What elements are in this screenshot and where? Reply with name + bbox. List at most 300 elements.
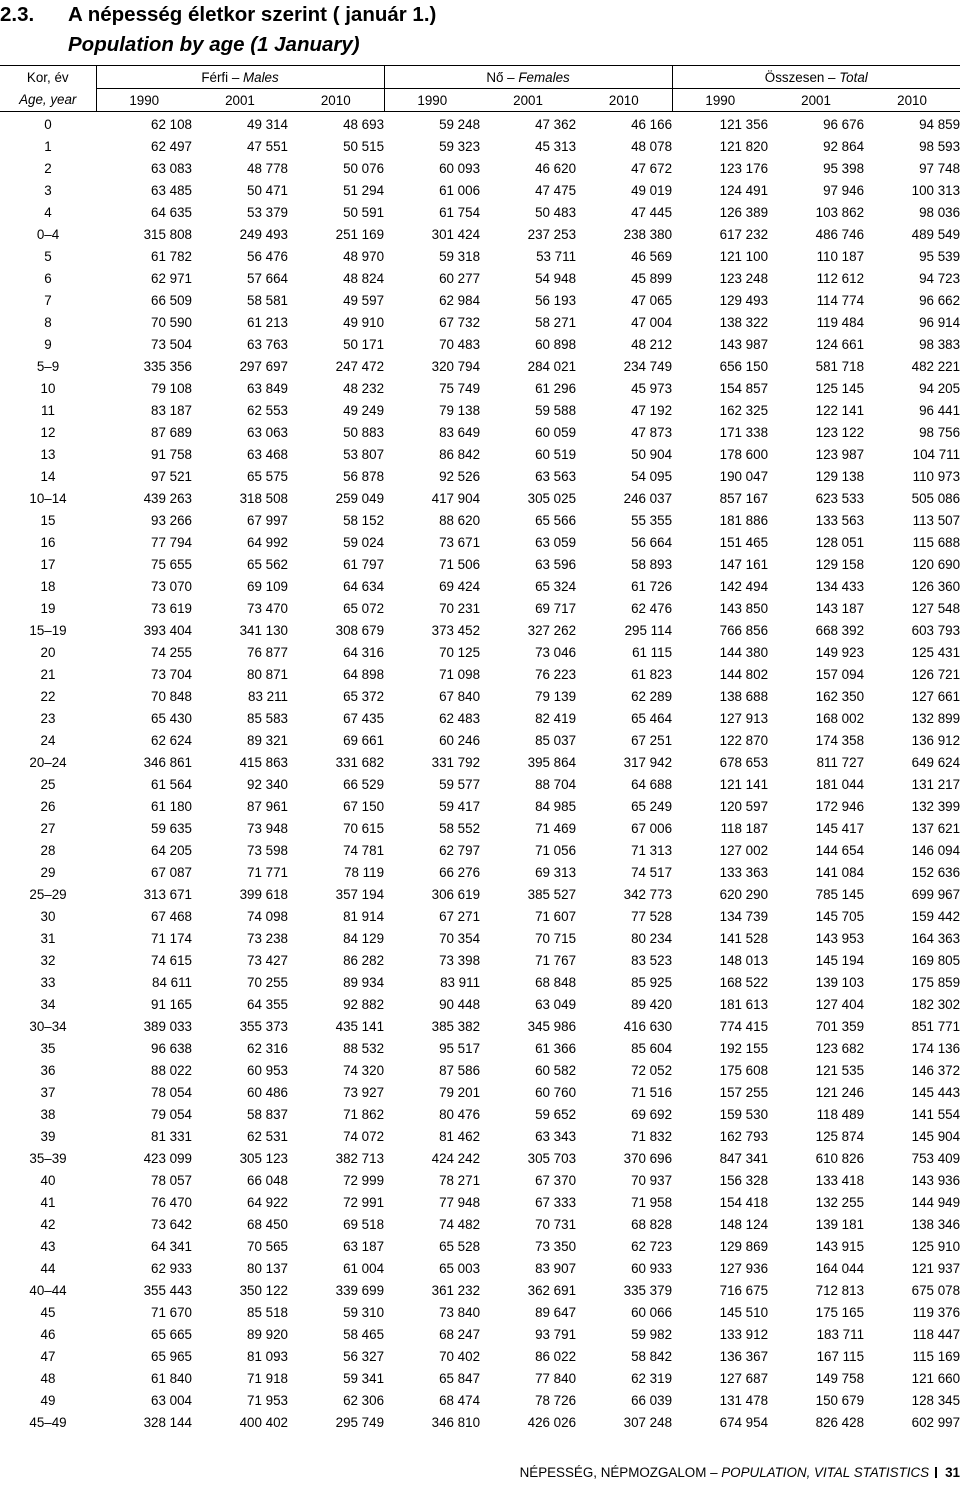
value-cell: 150 679 [815, 1392, 865, 1408]
table-row [0, 355, 960, 377]
age-cell: 14 [40, 468, 56, 484]
value-cell: 69 518 [343, 1216, 385, 1232]
value-cell: 174 358 [815, 732, 865, 748]
age-cell: 8 [44, 314, 52, 330]
value-cell: 53 379 [247, 204, 288, 220]
value-cell: 308 679 [335, 622, 385, 638]
age-cell: 47 [40, 1348, 56, 1364]
value-cell: 72 052 [631, 1062, 673, 1078]
value-cell: 350 122 [239, 1282, 288, 1298]
table-row [0, 1191, 960, 1213]
value-cell: 50 076 [343, 160, 385, 176]
value-cell: 63 059 [535, 534, 577, 550]
value-cell: 46 569 [631, 248, 673, 264]
value-cell: 62 624 [151, 732, 192, 748]
value-cell: 67 997 [247, 512, 288, 528]
value-cell: 63 343 [535, 1128, 577, 1144]
value-cell: 82 419 [535, 710, 577, 726]
value-cell: 175 608 [719, 1062, 769, 1078]
value-cell: 47 192 [631, 402, 673, 418]
age-cell: 25–29 [29, 886, 67, 902]
value-cell: 701 359 [815, 1018, 865, 1034]
value-cell: 132 399 [911, 798, 960, 814]
value-cell: 126 389 [719, 204, 769, 220]
age-cell: 46 [40, 1326, 56, 1342]
value-cell: 118 447 [912, 1326, 960, 1342]
age-cell: 3 [44, 182, 52, 198]
page-number: 31 [945, 1465, 960, 1480]
value-cell: 71 098 [439, 666, 481, 682]
value-cell: 60 246 [439, 732, 481, 748]
value-cell: 78 271 [439, 1172, 481, 1188]
value-cell: 169 805 [911, 952, 960, 968]
value-cell: 489 549 [911, 226, 960, 242]
value-cell: 70 354 [439, 930, 481, 946]
age-cell: 4 [44, 204, 52, 220]
table-row [0, 465, 960, 487]
value-cell: 59 318 [439, 248, 481, 264]
value-cell: 128 345 [911, 1392, 960, 1408]
age-cell: 40 [40, 1172, 56, 1188]
value-cell: 60 066 [631, 1304, 673, 1320]
value-cell: 48 970 [343, 248, 385, 264]
value-cell: 46 620 [535, 160, 577, 176]
value-cell: 649 624 [911, 754, 960, 770]
value-cell: 50 471 [247, 182, 288, 198]
value-cell: 357 194 [335, 886, 385, 902]
value-cell: 45 899 [631, 270, 673, 286]
value-cell: 417 904 [431, 490, 481, 506]
table-row [0, 1279, 960, 1301]
value-cell: 60 582 [535, 1062, 577, 1078]
value-cell: 68 247 [439, 1326, 481, 1342]
value-cell: 59 310 [343, 1304, 385, 1320]
age-cell: 15–19 [29, 622, 67, 638]
value-cell: 85 583 [247, 710, 288, 726]
value-cell: 66 509 [151, 292, 192, 308]
value-cell: 67 840 [439, 688, 481, 704]
table-row [0, 905, 960, 927]
value-cell: 127 913 [719, 710, 769, 726]
table-row [0, 685, 960, 707]
value-cell: 88 532 [343, 1040, 385, 1056]
age-cell: 5–9 [36, 358, 60, 374]
age-cell: 28 [40, 842, 56, 858]
value-cell: 94 859 [919, 116, 960, 132]
value-cell: 98 383 [919, 336, 960, 352]
value-cell: 89 920 [247, 1326, 288, 1342]
value-cell: 61 823 [631, 666, 673, 682]
value-cell: 115 169 [912, 1348, 960, 1364]
value-cell: 423 099 [143, 1150, 192, 1166]
value-cell: 62 476 [631, 600, 673, 616]
age-cell: 20 [40, 644, 56, 660]
value-cell: 57 664 [247, 270, 288, 286]
population-table [0, 65, 960, 1433]
value-cell: 61 840 [151, 1370, 192, 1386]
value-cell: 84 129 [343, 930, 385, 946]
value-cell: 49 597 [343, 292, 385, 308]
value-cell: 77 840 [535, 1370, 577, 1386]
value-cell: 64 992 [247, 534, 288, 550]
table-body [0, 112, 960, 1434]
value-cell: 73 046 [535, 644, 577, 660]
footer-divider [935, 1467, 937, 1478]
value-cell: 70 231 [439, 600, 481, 616]
value-cell: 154 418 [719, 1194, 769, 1210]
year-header-females-1990: 1990 [384, 89, 480, 112]
value-cell: 83 911 [440, 974, 481, 990]
table-row [0, 377, 960, 399]
value-cell: 121 660 [911, 1370, 960, 1386]
value-cell: 72 999 [343, 1172, 385, 1188]
table-row [0, 817, 960, 839]
value-cell: 122 141 [815, 402, 865, 418]
value-cell: 77 794 [151, 534, 192, 550]
table-header [0, 66, 960, 112]
value-cell: 133 418 [815, 1172, 865, 1188]
value-cell: 138 346 [911, 1216, 960, 1232]
value-cell: 113 507 [912, 512, 960, 528]
age-cell: 16 [40, 534, 56, 550]
value-cell: 133 363 [719, 864, 769, 880]
value-cell: 70 125 [439, 644, 481, 660]
age-cell: 13 [40, 446, 56, 462]
table-row [0, 1125, 960, 1147]
value-cell: 122 870 [719, 732, 769, 748]
table-number: 2.3. [0, 3, 35, 26]
value-cell: 124 661 [815, 336, 865, 352]
value-cell: 63 049 [535, 996, 577, 1012]
value-cell: 79 139 [535, 688, 577, 704]
table-row [0, 1169, 960, 1191]
value-cell: 89 647 [535, 1304, 577, 1320]
value-cell: 346 861 [143, 754, 192, 770]
age-cell: 36 [40, 1062, 56, 1078]
value-cell: 70 255 [247, 974, 288, 990]
age-cell: 30 [40, 908, 56, 924]
value-cell: 178 600 [719, 446, 769, 462]
value-cell: 125 910 [911, 1238, 960, 1254]
value-cell: 295 749 [335, 1414, 385, 1430]
value-cell: 95 539 [919, 248, 960, 264]
value-cell: 182 302 [911, 996, 960, 1012]
value-cell: 141 554 [911, 1106, 960, 1122]
value-cell: 95 398 [823, 160, 865, 176]
table-row [0, 707, 960, 729]
value-cell: 53 807 [343, 446, 385, 462]
age-cell: 23 [40, 710, 56, 726]
age-cell: 25 [40, 776, 56, 792]
value-cell: 76 877 [247, 644, 288, 660]
value-cell: 71 771 [247, 864, 288, 880]
age-cell: 40–44 [29, 1282, 67, 1298]
value-cell: 138 322 [719, 314, 769, 330]
value-cell: 47 004 [631, 314, 673, 330]
age-cell: 7 [44, 292, 52, 308]
value-cell: 65 430 [151, 710, 192, 726]
value-cell: 424 242 [431, 1150, 481, 1166]
table-row [0, 1147, 960, 1169]
age-cell: 15 [40, 512, 56, 528]
value-cell: 121 820 [719, 138, 769, 154]
value-cell: 59 024 [343, 534, 385, 550]
value-cell: 70 937 [631, 1172, 673, 1188]
table-row [0, 1015, 960, 1037]
value-cell: 74 320 [343, 1062, 385, 1078]
value-cell: 168 002 [815, 710, 865, 726]
value-cell: 73 350 [535, 1238, 577, 1254]
value-cell: 132 899 [911, 710, 960, 726]
value-cell: 139 103 [815, 974, 865, 990]
value-cell: 162 325 [719, 402, 769, 418]
value-cell: 251 169 [335, 226, 385, 242]
value-cell: 88 022 [151, 1062, 192, 1078]
value-cell: 63 563 [535, 468, 577, 484]
value-cell: 62 306 [343, 1392, 385, 1408]
age-cell: 2 [44, 160, 52, 176]
value-cell: 73 427 [247, 952, 288, 968]
value-cell: 92 526 [439, 468, 481, 484]
value-cell: 87 586 [439, 1062, 481, 1078]
value-cell: 73 470 [247, 600, 288, 616]
value-cell: 60 898 [535, 336, 577, 352]
value-cell: 141 528 [719, 930, 769, 946]
value-cell: 84 985 [535, 798, 577, 814]
value-cell: 120 690 [911, 556, 960, 572]
value-cell: 63 596 [535, 556, 577, 572]
page-footer [520, 1463, 960, 1483]
age-cell: 44 [40, 1260, 56, 1276]
value-cell: 393 404 [143, 622, 192, 638]
value-cell: 145 417 [815, 820, 865, 836]
value-cell: 65 566 [535, 512, 577, 528]
value-cell: 851 771 [911, 1018, 960, 1034]
value-cell: 97 521 [151, 468, 192, 484]
value-cell: 58 581 [247, 292, 288, 308]
value-cell: 120 597 [719, 798, 769, 814]
value-cell: 297 697 [239, 358, 288, 374]
value-cell: 307 248 [623, 1414, 673, 1430]
value-cell: 56 878 [343, 468, 385, 484]
age-cell: 21 [40, 666, 56, 682]
table-row [0, 201, 960, 223]
value-cell: 121 356 [719, 116, 769, 132]
value-cell: 67 333 [535, 1194, 577, 1210]
table-row [0, 993, 960, 1015]
value-cell: 56 476 [247, 248, 288, 264]
age-cell: 32 [40, 952, 56, 968]
value-cell: 71 953 [247, 1392, 288, 1408]
year-header-males-1990: 1990 [96, 89, 192, 112]
value-cell: 247 472 [335, 358, 385, 374]
value-cell: 181 886 [719, 512, 769, 528]
age-cell: 27 [40, 820, 56, 836]
value-cell: 62 497 [151, 138, 192, 154]
value-cell: 65 372 [343, 688, 385, 704]
table-row [0, 729, 960, 751]
value-cell: 175 165 [815, 1304, 865, 1320]
value-cell: 73 238 [247, 930, 288, 946]
value-cell: 89 420 [631, 996, 673, 1012]
value-cell: 58 271 [535, 314, 577, 330]
value-cell: 64 922 [247, 1194, 288, 1210]
value-cell: 61 213 [247, 314, 288, 330]
value-cell: 77 948 [439, 1194, 481, 1210]
value-cell: 246 037 [623, 490, 673, 506]
value-cell: 103 862 [815, 204, 865, 220]
total-label-hu: Összesen – [764, 69, 840, 85]
value-cell: 45 313 [535, 138, 577, 154]
value-cell: 83 523 [631, 952, 673, 968]
value-cell: 486 746 [815, 226, 865, 242]
table-row [0, 223, 960, 245]
value-cell: 73 070 [151, 578, 192, 594]
table-row [0, 795, 960, 817]
value-cell: 121 141 [719, 776, 769, 792]
value-cell: 71 174 [151, 930, 192, 946]
value-cell: 785 145 [815, 886, 865, 902]
value-cell: 67 468 [151, 908, 192, 924]
value-cell: 73 927 [343, 1084, 385, 1100]
age-cell: 19 [40, 600, 56, 616]
table-row [0, 1323, 960, 1345]
value-cell: 58 552 [439, 820, 481, 836]
value-cell: 171 338 [719, 424, 769, 440]
value-cell: 93 791 [535, 1326, 577, 1342]
value-cell: 86 282 [343, 952, 385, 968]
value-cell: 89 321 [247, 732, 288, 748]
value-cell: 61 115 [632, 644, 673, 660]
value-cell: 399 618 [239, 886, 288, 902]
value-cell: 167 115 [816, 1348, 865, 1364]
table-row [0, 157, 960, 179]
value-cell: 49 910 [343, 314, 385, 330]
value-cell: 305 025 [527, 490, 577, 506]
value-cell: 141 084 [815, 864, 865, 880]
age-cell: 22 [40, 688, 56, 704]
value-cell: 68 828 [631, 1216, 673, 1232]
value-cell: 61 180 [151, 798, 192, 814]
value-cell: 145 705 [815, 908, 865, 924]
value-cell: 48 078 [631, 138, 673, 154]
value-cell: 65 575 [247, 468, 288, 484]
table-row [0, 421, 960, 443]
value-cell: 147 161 [719, 556, 769, 572]
table-row [0, 267, 960, 289]
value-cell: 71 516 [631, 1084, 673, 1100]
value-cell: 110 973 [912, 468, 960, 484]
value-cell: 78 054 [151, 1084, 192, 1100]
value-cell: 148 013 [719, 952, 769, 968]
value-cell: 62 108 [151, 116, 192, 132]
value-cell: 65 562 [247, 556, 288, 572]
value-cell: 62 797 [439, 842, 481, 858]
value-cell: 59 635 [151, 820, 192, 836]
value-cell: 71 767 [535, 952, 577, 968]
value-cell: 63 187 [343, 1238, 385, 1254]
value-cell: 416 630 [623, 1018, 673, 1034]
value-cell: 60 486 [247, 1084, 288, 1100]
value-cell: 74 781 [343, 842, 385, 858]
value-cell: 389 033 [143, 1018, 192, 1034]
value-cell: 60 760 [535, 1084, 577, 1100]
value-cell: 115 688 [912, 534, 960, 550]
value-cell: 76 470 [151, 1194, 192, 1210]
value-cell: 70 615 [343, 820, 385, 836]
table-row [0, 883, 960, 905]
value-cell: 74 517 [631, 864, 673, 880]
value-cell: 284 021 [527, 358, 577, 374]
value-cell: 104 711 [912, 446, 960, 462]
value-cell: 164 044 [815, 1260, 865, 1276]
value-cell: 71 056 [535, 842, 577, 858]
value-cell: 131 478 [719, 1392, 769, 1408]
value-cell: 60 953 [247, 1062, 288, 1078]
value-cell: 144 949 [911, 1194, 960, 1210]
value-cell: 79 201 [439, 1084, 481, 1100]
value-cell: 699 967 [911, 886, 960, 902]
value-cell: 67 271 [439, 908, 481, 924]
value-cell: 112 612 [816, 270, 865, 286]
value-cell: 482 221 [911, 358, 960, 374]
value-cell: 83 907 [535, 1260, 577, 1276]
value-cell: 65 072 [343, 600, 385, 616]
value-cell: 85 518 [247, 1304, 288, 1320]
value-cell: 237 253 [527, 226, 577, 242]
year-header-males-2010: 2010 [288, 89, 384, 112]
value-cell: 69 424 [439, 578, 481, 594]
age-cell: 42 [40, 1216, 56, 1232]
value-cell: 90 448 [439, 996, 481, 1012]
table-row [0, 399, 960, 421]
value-cell: 69 661 [343, 732, 385, 748]
value-cell: 62 984 [439, 292, 481, 308]
value-cell: 47 873 [631, 424, 673, 440]
value-cell: 63 468 [247, 446, 288, 462]
value-cell: 59 323 [439, 138, 481, 154]
year-header-total-2010: 2010 [864, 89, 960, 112]
value-cell: 678 653 [719, 754, 769, 770]
value-cell: 327 262 [527, 622, 577, 638]
table-row [0, 773, 960, 795]
value-cell: 69 313 [535, 864, 577, 880]
value-cell: 355 443 [143, 1282, 192, 1298]
value-cell: 121 100 [719, 248, 769, 264]
table-row [0, 663, 960, 685]
value-cell: 400 402 [239, 1414, 288, 1430]
value-cell: 146 372 [911, 1062, 960, 1078]
value-cell: 175 859 [911, 974, 960, 990]
value-cell: 69 692 [631, 1106, 673, 1122]
value-cell: 50 904 [631, 446, 673, 462]
value-cell: 121 535 [815, 1062, 865, 1078]
value-cell: 382 713 [335, 1150, 385, 1166]
table-row [0, 1103, 960, 1125]
value-cell: 70 565 [247, 1238, 288, 1254]
value-cell: 620 290 [719, 886, 769, 902]
value-cell: 68 450 [247, 1216, 288, 1232]
value-cell: 96 441 [919, 402, 960, 418]
age-header-en: Age, year [0, 89, 96, 112]
value-cell: 435 141 [335, 1018, 385, 1034]
value-cell: 79 054 [151, 1106, 192, 1122]
value-cell: 96 638 [151, 1040, 192, 1056]
value-cell: 64 635 [151, 204, 192, 220]
value-cell: 318 508 [239, 490, 288, 506]
value-cell: 847 341 [719, 1150, 769, 1166]
title-hungarian: A népesség életkor szerint ( január 1.) [68, 3, 437, 26]
